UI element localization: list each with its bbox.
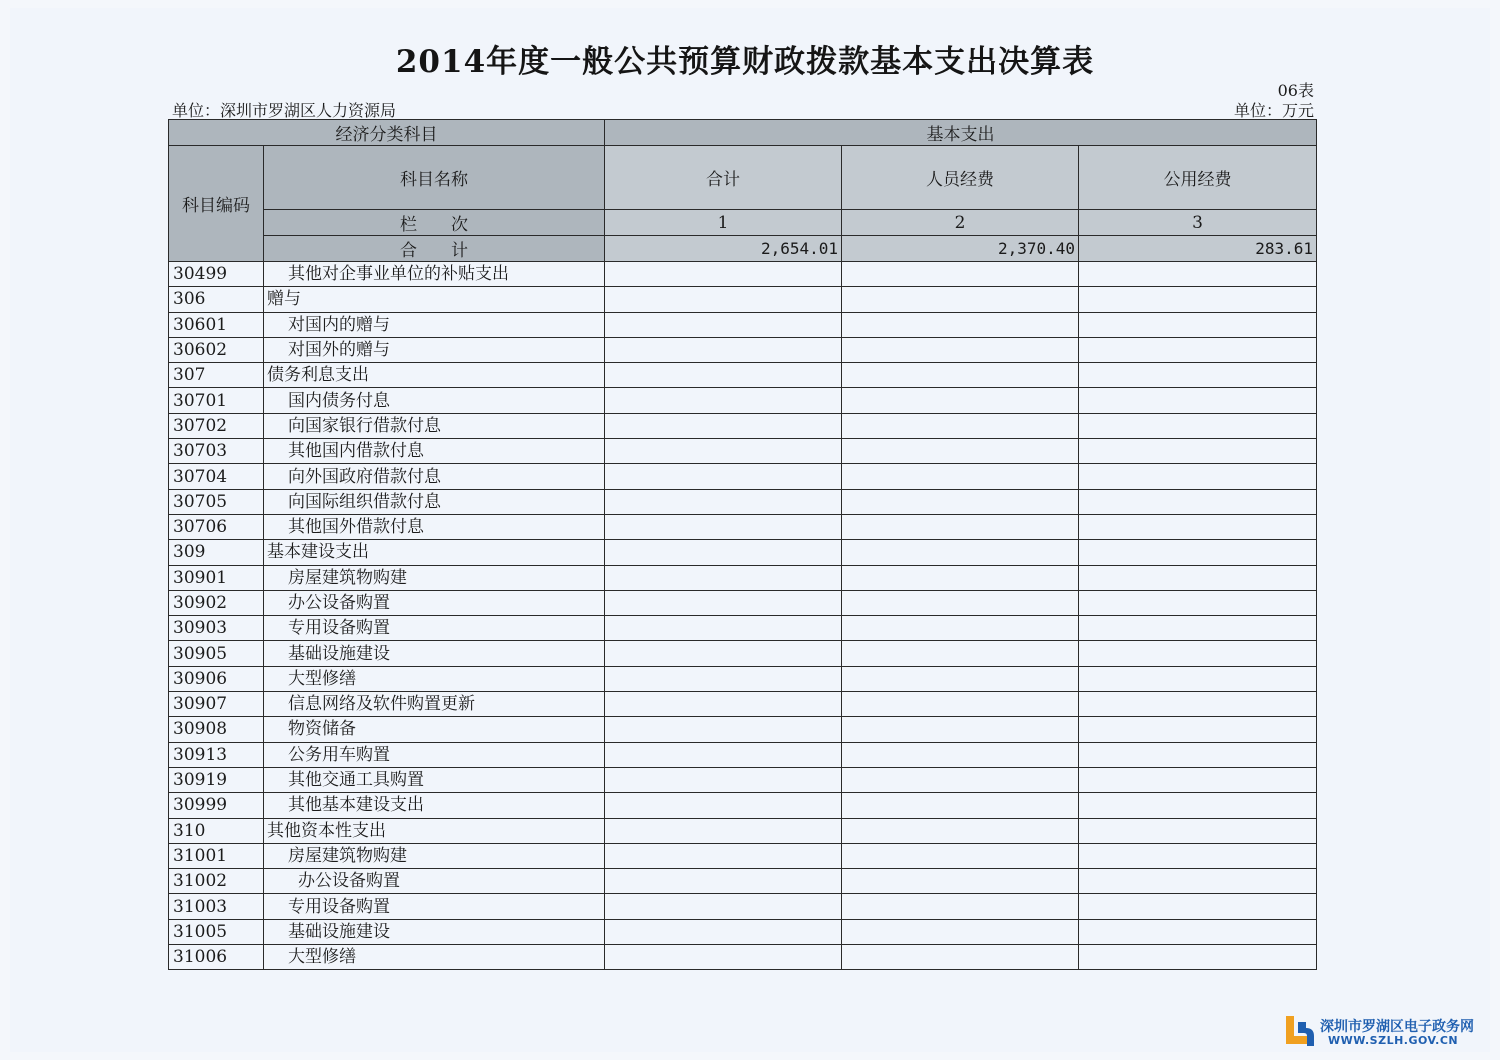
row-total [605, 363, 842, 388]
row-name: 向国家银行借款付息 [264, 413, 605, 438]
row-personnel [842, 843, 1079, 868]
row-code: 30913 [169, 742, 264, 767]
row-total [605, 717, 842, 742]
row-code: 30903 [169, 616, 264, 641]
row-code: 30703 [169, 439, 264, 464]
row-code: 30704 [169, 464, 264, 489]
row-public [1079, 843, 1317, 868]
table-row [169, 692, 1317, 717]
row-public [1079, 869, 1317, 894]
table-row [169, 894, 1317, 919]
row-code: 30706 [169, 514, 264, 539]
header-col-personnel: 人员经费 [842, 146, 1079, 210]
row-public [1079, 919, 1317, 944]
row-personnel [842, 262, 1079, 287]
row-personnel [842, 793, 1079, 818]
row-personnel [842, 692, 1079, 717]
site-logo [1282, 1010, 1492, 1052]
row-public [1079, 894, 1317, 919]
table-row [169, 717, 1317, 742]
row-personnel [842, 413, 1079, 438]
row-code: 30701 [169, 388, 264, 413]
row-code: 31005 [169, 919, 264, 944]
row-total [605, 767, 842, 792]
row-personnel [842, 464, 1079, 489]
table-row [169, 767, 1317, 792]
sum-label: 合计 [264, 236, 605, 262]
table-row [169, 388, 1317, 413]
row-total [605, 413, 842, 438]
header-economic-category: 经济分类科目 [169, 120, 605, 146]
row-personnel [842, 514, 1079, 539]
row-total [605, 945, 842, 970]
row-total [605, 464, 842, 489]
row-public [1079, 945, 1317, 970]
row-code: 30901 [169, 565, 264, 590]
row-code: 310 [169, 818, 264, 843]
row-personnel [842, 919, 1079, 944]
row-name: 基础设施建设 [264, 641, 605, 666]
unit-currency: 单位：万元 [1233, 101, 1314, 120]
row-name: 信息网络及软件购置更新 [264, 692, 605, 717]
row-name: 办公设备购置 [264, 869, 605, 894]
table-row [169, 262, 1317, 287]
row-public [1079, 363, 1317, 388]
row-total [605, 641, 842, 666]
logo-chinese-text: 深圳市罗湖区电子政务网 [1320, 1019, 1474, 1035]
row-total [605, 919, 842, 944]
row-total [605, 540, 842, 565]
row-code: 30702 [169, 413, 264, 438]
row-personnel [842, 312, 1079, 337]
sum-total: 2,654.01 [605, 236, 842, 262]
header-subject-code: 科目编码 [169, 146, 264, 262]
row-total [605, 616, 842, 641]
row-name: 办公设备购置 [264, 590, 605, 615]
row-name: 物资储备 [264, 717, 605, 742]
row-personnel [842, 388, 1079, 413]
row-code: 309 [169, 540, 264, 565]
row-name: 基础设施建设 [264, 919, 605, 944]
row-code: 30905 [169, 641, 264, 666]
row-code: 306 [169, 287, 264, 312]
row-name: 专用设备购置 [264, 894, 605, 919]
row-name: 向国际组织借款付息 [264, 489, 605, 514]
row-total [605, 894, 842, 919]
row-code: 30902 [169, 590, 264, 615]
row-public [1079, 793, 1317, 818]
row-total [605, 439, 842, 464]
row-public [1079, 590, 1317, 615]
row-code: 30919 [169, 767, 264, 792]
row-public [1079, 641, 1317, 666]
row-total [605, 692, 842, 717]
row-total [605, 565, 842, 590]
table-row [169, 312, 1317, 337]
row-personnel [842, 287, 1079, 312]
table-row [169, 945, 1317, 970]
row-name: 其他国外借款付息 [264, 514, 605, 539]
row-total [605, 489, 842, 514]
row-name: 其他交通工具购置 [264, 767, 605, 792]
row-public [1079, 439, 1317, 464]
row-total [605, 818, 842, 843]
row-name: 对国内的赠与 [264, 312, 605, 337]
header-col-public: 公用经费 [1079, 146, 1317, 210]
row-total [605, 590, 842, 615]
row-code: 31003 [169, 894, 264, 919]
row-total [605, 742, 842, 767]
row-public [1079, 388, 1317, 413]
table-row [169, 590, 1317, 615]
unit-organization: 单位：深圳市罗湖区人力资源局 [172, 101, 397, 120]
row-total [605, 843, 842, 868]
table-row [169, 742, 1317, 767]
row-name: 其他国内借款付息 [264, 439, 605, 464]
row-total [605, 666, 842, 691]
page-title: 2014年度一般公共预算财政拨款基本支出决算表 [395, 44, 1095, 80]
table-row [169, 464, 1317, 489]
expenditure-table [168, 119, 1317, 970]
row-name: 对国外的赠与 [264, 337, 605, 362]
table-row [169, 287, 1317, 312]
table-row [169, 666, 1317, 691]
row-total [605, 312, 842, 337]
row-public [1079, 565, 1317, 590]
row-total [605, 388, 842, 413]
row-name: 国内债务付息 [264, 388, 605, 413]
row-total [605, 869, 842, 894]
table-row [169, 869, 1317, 894]
row-public [1079, 666, 1317, 691]
table-row [169, 413, 1317, 438]
table-row [169, 919, 1317, 944]
table-row [169, 793, 1317, 818]
table-row [169, 540, 1317, 565]
row-name: 房屋建筑物购建 [264, 565, 605, 590]
row-personnel [842, 590, 1079, 615]
row-code: 30602 [169, 337, 264, 362]
row-code: 30499 [169, 262, 264, 287]
row-personnel [842, 363, 1079, 388]
row-personnel [842, 641, 1079, 666]
row-personnel [842, 337, 1079, 362]
row-public [1079, 717, 1317, 742]
row-personnel [842, 894, 1079, 919]
table-row [169, 439, 1317, 464]
table-row [169, 818, 1317, 843]
table-row [169, 514, 1317, 539]
row-personnel [842, 565, 1079, 590]
row-name: 基本建设支出 [264, 540, 605, 565]
row-public [1079, 540, 1317, 565]
row-name: 公务用车购置 [264, 742, 605, 767]
table-row [169, 616, 1317, 641]
row-code: 31006 [169, 945, 264, 970]
row-public [1079, 312, 1317, 337]
row-code: 30705 [169, 489, 264, 514]
lh-logo-icon [1282, 1012, 1316, 1048]
row-public [1079, 287, 1317, 312]
row-total [605, 337, 842, 362]
row-personnel [842, 666, 1079, 691]
row-code: 31001 [169, 843, 264, 868]
table-number: 06表 [1277, 81, 1314, 100]
table-row [169, 337, 1317, 362]
row-public [1079, 464, 1317, 489]
row-name: 向外国政府借款付息 [264, 464, 605, 489]
row-public [1079, 413, 1317, 438]
row-code: 30999 [169, 793, 264, 818]
row-personnel [842, 439, 1079, 464]
sum-personnel: 2,370.40 [842, 236, 1079, 262]
table-row [169, 641, 1317, 666]
row-total [605, 262, 842, 287]
row-total [605, 287, 842, 312]
row-public [1079, 262, 1317, 287]
row-public [1079, 337, 1317, 362]
table-row [169, 489, 1317, 514]
row-public [1079, 692, 1317, 717]
row-public [1079, 818, 1317, 843]
row-code: 30908 [169, 717, 264, 742]
row-public [1079, 616, 1317, 641]
row-name: 赠与 [264, 287, 605, 312]
row-code: 30601 [169, 312, 264, 337]
row-name: 其他资本性支出 [264, 818, 605, 843]
row-name: 债务利息支出 [264, 363, 605, 388]
row-personnel [842, 616, 1079, 641]
column-number-3: 3 [1079, 210, 1317, 236]
row-name: 大型修缮 [264, 666, 605, 691]
row-code: 30907 [169, 692, 264, 717]
row-code: 31002 [169, 869, 264, 894]
column-number-1: 1 [605, 210, 842, 236]
row-personnel [842, 818, 1079, 843]
row-public [1079, 489, 1317, 514]
row-personnel [842, 540, 1079, 565]
header-basic-expenditure: 基本支出 [605, 120, 1317, 146]
row-personnel [842, 489, 1079, 514]
row-name: 房屋建筑物购建 [264, 843, 605, 868]
header-subject-name: 科目名称 [264, 146, 605, 210]
row-personnel [842, 717, 1079, 742]
row-name: 其他基本建设支出 [264, 793, 605, 818]
sum-public: 283.61 [1079, 236, 1317, 262]
row-total [605, 793, 842, 818]
row-public [1079, 514, 1317, 539]
row-personnel [842, 945, 1079, 970]
logo-url-text: WWW.SZLH.GOV.CN [1328, 1034, 1459, 1047]
row-personnel [842, 742, 1079, 767]
header-column-order: 栏次 [264, 210, 605, 236]
row-name: 其他对企事业单位的补贴支出 [264, 262, 605, 287]
row-personnel [842, 767, 1079, 792]
table-row [169, 363, 1317, 388]
table-row [169, 843, 1317, 868]
column-number-2: 2 [842, 210, 1079, 236]
row-code: 307 [169, 363, 264, 388]
row-personnel [842, 869, 1079, 894]
table-row [169, 565, 1317, 590]
row-name: 大型修缮 [264, 945, 605, 970]
row-public [1079, 767, 1317, 792]
row-public [1079, 742, 1317, 767]
row-code: 30906 [169, 666, 264, 691]
row-total [605, 514, 842, 539]
row-name: 专用设备购置 [264, 616, 605, 641]
header-col-total: 合计 [605, 146, 842, 210]
